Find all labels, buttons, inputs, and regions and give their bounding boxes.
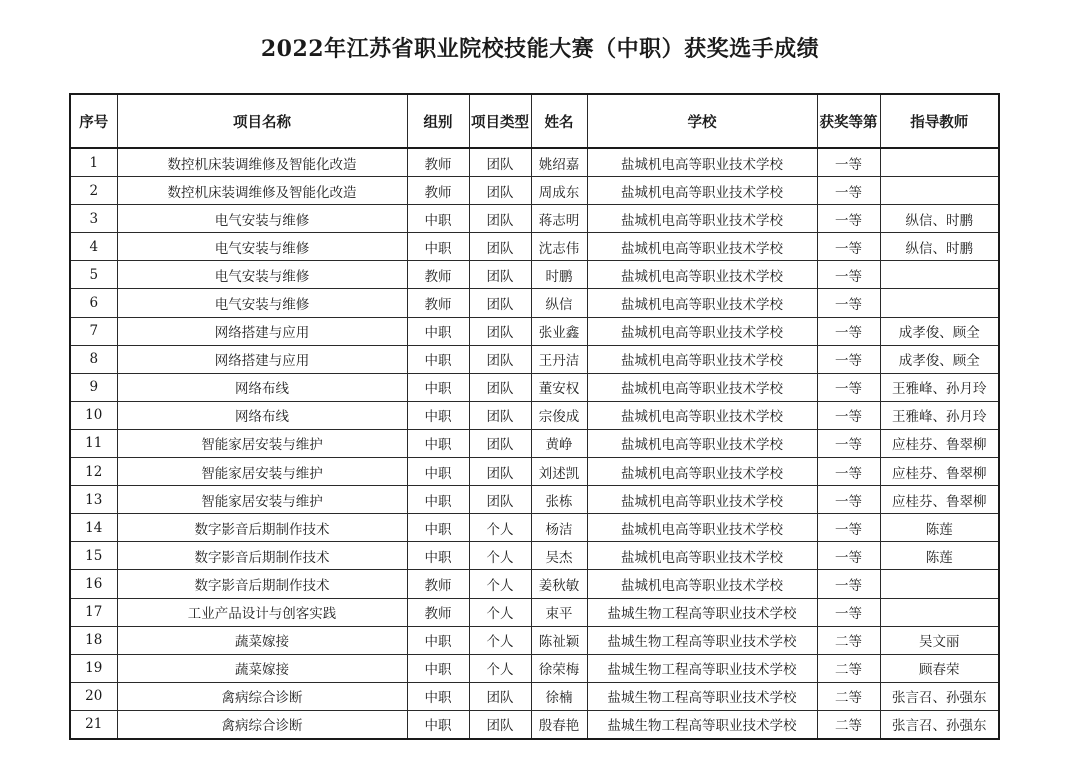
cell-award: 二等 — [817, 682, 880, 710]
col-header-school: 学校 — [587, 94, 817, 148]
cell-award: 一等 — [817, 486, 880, 514]
cell-instructor: 纵信、时鹏 — [880, 205, 999, 233]
cell-type: 个人 — [469, 598, 531, 626]
cell-index: 13 — [70, 486, 117, 514]
cell-type: 团队 — [469, 345, 531, 373]
cell-type: 个人 — [469, 542, 531, 570]
cell-type: 团队 — [469, 289, 531, 317]
cell-event: 智能家居安装与维护 — [117, 486, 407, 514]
cell-instructor: 王雅峰、孙月玲 — [880, 401, 999, 429]
cell-type: 个人 — [469, 514, 531, 542]
cell-index: 17 — [70, 598, 117, 626]
cell-instructor: 纵信、时鹏 — [880, 233, 999, 261]
document-title: 2022年江苏省职业院校技能大赛（中职）获奖选手成绩 — [260, 36, 820, 62]
cell-name: 张栋 — [531, 486, 587, 514]
cell-school: 盐城机电高等职业技术学校 — [587, 373, 817, 401]
cell-school: 盐城机电高等职业技术学校 — [587, 177, 817, 205]
cell-award: 一等 — [817, 514, 880, 542]
cell-index: 1 — [70, 148, 117, 177]
table-row — [70, 205, 999, 233]
col-header-index: 序号 — [70, 94, 117, 148]
cell-event: 禽病综合诊断 — [117, 682, 407, 710]
cell-instructor: 王雅峰、孙月玲 — [880, 373, 999, 401]
cell-name: 姜秋敏 — [531, 570, 587, 598]
table-row — [70, 626, 999, 654]
cell-type: 团队 — [469, 486, 531, 514]
cell-award: 一等 — [817, 317, 880, 345]
cell-index: 6 — [70, 289, 117, 317]
cell-type: 团队 — [469, 373, 531, 401]
cell-group: 中职 — [407, 654, 469, 682]
cell-instructor: 吴文丽 — [880, 626, 999, 654]
cell-group: 教师 — [407, 570, 469, 598]
cell-award: 一等 — [817, 373, 880, 401]
cell-name: 束平 — [531, 598, 587, 626]
cell-event: 电气安装与维修 — [117, 233, 407, 261]
cell-school: 盐城机电高等职业技术学校 — [587, 205, 817, 233]
cell-type: 团队 — [469, 317, 531, 345]
table-row — [70, 289, 999, 317]
cell-type: 团队 — [469, 205, 531, 233]
cell-index: 8 — [70, 345, 117, 373]
cell-name: 张业鑫 — [531, 317, 587, 345]
cell-group: 中职 — [407, 626, 469, 654]
cell-name: 徐荣梅 — [531, 654, 587, 682]
cell-name: 黄峥 — [531, 429, 587, 457]
cell-index: 3 — [70, 205, 117, 233]
cell-instructor: 陈莲 — [880, 514, 999, 542]
cell-school: 盐城机电高等职业技术学校 — [587, 233, 817, 261]
cell-award: 一等 — [817, 542, 880, 570]
cell-event: 智能家居安装与维护 — [117, 458, 407, 486]
cell-index: 4 — [70, 233, 117, 261]
cell-award: 二等 — [817, 654, 880, 682]
cell-award: 一等 — [817, 233, 880, 261]
cell-instructor — [880, 598, 999, 626]
cell-award: 一等 — [817, 401, 880, 429]
cell-event: 智能家居安装与维护 — [117, 429, 407, 457]
cell-event: 数控机床装调维修及智能化改造 — [117, 148, 407, 177]
cell-group: 中职 — [407, 373, 469, 401]
table-row — [70, 429, 999, 457]
cell-award: 一等 — [817, 205, 880, 233]
cell-award: 一等 — [817, 261, 880, 289]
cell-name: 姚绍嘉 — [531, 148, 587, 177]
table-row — [70, 710, 999, 739]
cell-award: 一等 — [817, 289, 880, 317]
table-row — [70, 542, 999, 570]
col-header-name: 姓名 — [531, 94, 587, 148]
table-row — [70, 654, 999, 682]
cell-instructor: 应桂芬、鲁翠柳 — [880, 458, 999, 486]
cell-index: 15 — [70, 542, 117, 570]
cell-type: 团队 — [469, 261, 531, 289]
cell-group: 中职 — [407, 710, 469, 739]
table-row — [70, 401, 999, 429]
cell-event: 禽病综合诊断 — [117, 710, 407, 739]
cell-school: 盐城机电高等职业技术学校 — [587, 429, 817, 457]
cell-school: 盐城机电高等职业技术学校 — [587, 486, 817, 514]
cell-event: 电气安装与维修 — [117, 289, 407, 317]
cell-instructor — [880, 177, 999, 205]
cell-school: 盐城机电高等职业技术学校 — [587, 148, 817, 177]
cell-group: 中职 — [407, 317, 469, 345]
cell-event: 工业产品设计与创客实践 — [117, 598, 407, 626]
cell-index: 12 — [70, 458, 117, 486]
col-header-type: 项目类型 — [469, 94, 531, 148]
cell-index: 19 — [70, 654, 117, 682]
cell-award: 一等 — [817, 598, 880, 626]
cell-instructor — [880, 289, 999, 317]
table-body — [70, 148, 999, 739]
cell-index: 14 — [70, 514, 117, 542]
cell-school: 盐城生物工程高等职业技术学校 — [587, 598, 817, 626]
cell-type: 团队 — [469, 177, 531, 205]
cell-school: 盐城生物工程高等职业技术学校 — [587, 682, 817, 710]
table-row — [70, 373, 999, 401]
table-row — [70, 317, 999, 345]
cell-index: 2 — [70, 177, 117, 205]
cell-index: 11 — [70, 429, 117, 457]
cell-type: 团队 — [469, 148, 531, 177]
cell-group: 教师 — [407, 261, 469, 289]
cell-name: 董安权 — [531, 373, 587, 401]
cell-award: 一等 — [817, 148, 880, 177]
cell-event: 数字影音后期制作技术 — [117, 570, 407, 598]
cell-type: 团队 — [469, 401, 531, 429]
cell-index: 9 — [70, 373, 117, 401]
cell-school: 盐城生物工程高等职业技术学校 — [587, 710, 817, 739]
cell-type: 团队 — [469, 682, 531, 710]
cell-event: 网络布线 — [117, 401, 407, 429]
results-table — [69, 93, 1000, 740]
cell-instructor: 陈莲 — [880, 542, 999, 570]
cell-name: 蒋志明 — [531, 205, 587, 233]
cell-type: 个人 — [469, 626, 531, 654]
cell-name: 纵信 — [531, 289, 587, 317]
cell-index: 20 — [70, 682, 117, 710]
cell-group: 中职 — [407, 514, 469, 542]
table-row — [70, 486, 999, 514]
cell-index: 18 — [70, 626, 117, 654]
table-row — [70, 598, 999, 626]
cell-type: 团队 — [469, 429, 531, 457]
cell-instructor — [880, 570, 999, 598]
table-row — [70, 682, 999, 710]
cell-instructor — [880, 148, 999, 177]
cell-event: 电气安装与维修 — [117, 205, 407, 233]
cell-school: 盐城机电高等职业技术学校 — [587, 317, 817, 345]
header-row — [70, 94, 999, 148]
table-row — [70, 345, 999, 373]
cell-index: 21 — [70, 710, 117, 739]
cell-award: 一等 — [817, 570, 880, 598]
col-header-award: 获奖等第 — [817, 94, 880, 148]
cell-group: 教师 — [407, 598, 469, 626]
cell-event: 网络搭建与应用 — [117, 345, 407, 373]
cell-index: 10 — [70, 401, 117, 429]
cell-name: 徐楠 — [531, 682, 587, 710]
cell-event: 数字影音后期制作技术 — [117, 514, 407, 542]
cell-name: 宗俊成 — [531, 401, 587, 429]
cell-name: 刘述凯 — [531, 458, 587, 486]
cell-instructor: 应桂芬、鲁翠柳 — [880, 429, 999, 457]
cell-name: 沈志伟 — [531, 233, 587, 261]
table-row — [70, 233, 999, 261]
cell-name: 时鹏 — [531, 261, 587, 289]
cell-event: 数字影音后期制作技术 — [117, 542, 407, 570]
cell-event: 网络搭建与应用 — [117, 317, 407, 345]
table-row — [70, 570, 999, 598]
cell-award: 一等 — [817, 177, 880, 205]
table-row — [70, 458, 999, 486]
cell-index: 7 — [70, 317, 117, 345]
cell-event: 蔬菜嫁接 — [117, 626, 407, 654]
cell-award: 一等 — [817, 458, 880, 486]
cell-instructor — [880, 261, 999, 289]
cell-school: 盐城机电高等职业技术学校 — [587, 514, 817, 542]
table-row — [70, 261, 999, 289]
cell-event: 蔬菜嫁接 — [117, 654, 407, 682]
cell-group: 教师 — [407, 289, 469, 317]
cell-group: 教师 — [407, 177, 469, 205]
cell-name: 杨洁 — [531, 514, 587, 542]
cell-instructor: 成孝俊、顾全 — [880, 317, 999, 345]
cell-instructor: 张言召、孙强东 — [880, 710, 999, 739]
cell-name: 周成东 — [531, 177, 587, 205]
cell-school: 盐城机电高等职业技术学校 — [587, 289, 817, 317]
cell-school: 盐城机电高等职业技术学校 — [587, 570, 817, 598]
cell-name: 殷春艳 — [531, 710, 587, 739]
cell-instructor: 成孝俊、顾全 — [880, 345, 999, 373]
cell-type: 团队 — [469, 233, 531, 261]
cell-type: 个人 — [469, 654, 531, 682]
cell-index: 5 — [70, 261, 117, 289]
cell-group: 中职 — [407, 429, 469, 457]
table-row — [70, 514, 999, 542]
col-header-instructor: 指导教师 — [880, 94, 999, 148]
cell-group: 教师 — [407, 148, 469, 177]
cell-name: 吴杰 — [531, 542, 587, 570]
cell-school: 盐城机电高等职业技术学校 — [587, 401, 817, 429]
cell-instructor: 张言召、孙强东 — [880, 682, 999, 710]
cell-type: 团队 — [469, 458, 531, 486]
cell-type: 个人 — [469, 570, 531, 598]
cell-school: 盐城机电高等职业技术学校 — [587, 458, 817, 486]
cell-index: 16 — [70, 570, 117, 598]
cell-group: 中职 — [407, 205, 469, 233]
cell-type: 团队 — [469, 710, 531, 739]
cell-instructor: 应桂芬、鲁翠柳 — [880, 486, 999, 514]
cell-event: 网络布线 — [117, 373, 407, 401]
cell-school: 盐城生物工程高等职业技术学校 — [587, 626, 817, 654]
cell-group: 中职 — [407, 401, 469, 429]
cell-name: 陈祉颖 — [531, 626, 587, 654]
cell-group: 中职 — [407, 345, 469, 373]
col-header-event: 项目名称 — [117, 94, 407, 148]
cell-school: 盐城机电高等职业技术学校 — [587, 542, 817, 570]
cell-award: 二等 — [817, 710, 880, 739]
cell-name: 王丹洁 — [531, 345, 587, 373]
cell-award: 二等 — [817, 626, 880, 654]
cell-group: 中职 — [407, 486, 469, 514]
col-header-group: 组别 — [407, 94, 469, 148]
cell-group: 中职 — [407, 682, 469, 710]
cell-school: 盐城生物工程高等职业技术学校 — [587, 654, 817, 682]
cell-school: 盐城机电高等职业技术学校 — [587, 261, 817, 289]
cell-event: 电气安装与维修 — [117, 261, 407, 289]
cell-award: 一等 — [817, 345, 880, 373]
table-row — [70, 177, 999, 205]
cell-school: 盐城机电高等职业技术学校 — [587, 345, 817, 373]
table-row — [70, 148, 999, 177]
cell-event: 数控机床装调维修及智能化改造 — [117, 177, 407, 205]
cell-group: 中职 — [407, 233, 469, 261]
cell-award: 一等 — [817, 429, 880, 457]
cell-group: 中职 — [407, 542, 469, 570]
cell-instructor: 顾春荣 — [880, 654, 999, 682]
cell-group: 中职 — [407, 458, 469, 486]
